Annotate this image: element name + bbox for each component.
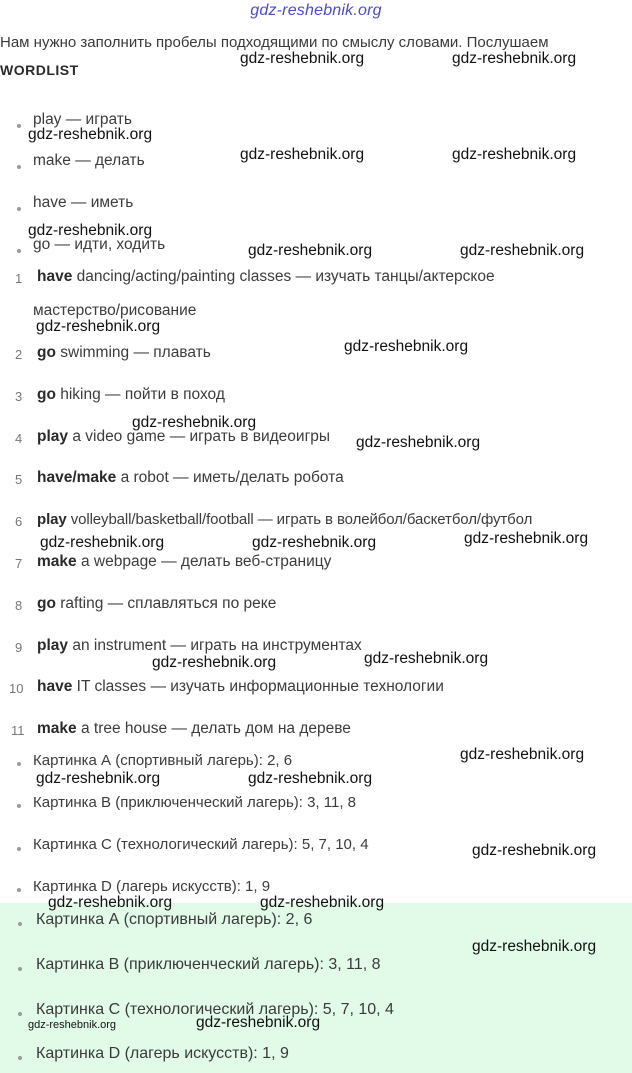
watermark: gdz-reshebnik.org [248, 242, 373, 259]
bullet [18, 1012, 22, 1016]
phrase-verb: make [37, 553, 77, 570]
watermark: gdz-reshebnik.org [28, 126, 153, 143]
phrase-verb: play [37, 428, 69, 445]
watermark: gdz-reshebnik.org [472, 938, 597, 955]
phrase-text: swimming — плавать [55, 344, 211, 361]
phrase-number: 1 [15, 271, 23, 286]
phrase-number: 8 [15, 598, 23, 613]
wordlist-item: have — иметь [33, 194, 134, 211]
phrase-text: an instrument — играть на инструментах [68, 637, 362, 654]
picture-item: Картинка А (спортивный лагерь): 2, 6 [33, 752, 293, 769]
phrase-verb: play [37, 511, 67, 528]
phrase-item [37, 595, 276, 613]
answer-item: Картинка В (приключенческий лагерь): 3, 11, 8 [36, 956, 381, 973]
watermark: gdz-reshebnik.org [460, 746, 585, 763]
watermark: gdz-reshebnik.org [252, 534, 377, 551]
watermark: gdz-reshebnik.org [344, 338, 469, 355]
phrase-text: rafting — сплавляться по реке [55, 595, 277, 612]
bullet [17, 888, 21, 892]
watermark: gdz-reshebnik.org [260, 894, 385, 911]
phrase-number: 9 [15, 640, 23, 655]
watermark: gdz-reshebnik.org [152, 654, 277, 671]
watermark: gdz-reshebnik.org [132, 414, 257, 431]
phrase-text: dancing/acting/painting classes — изучать танцы/актерское [72, 268, 495, 285]
watermark: gdz-reshebnik.org [40, 534, 165, 551]
watermark: gdz-reshebnik.org [460, 242, 585, 259]
bullet [17, 249, 21, 253]
watermark: gdz-reshebnik.org [240, 146, 365, 163]
watermark: gdz-reshebnik.org [48, 894, 173, 911]
watermark: gdz-reshebnik.org [472, 842, 597, 859]
phrase-continuation: мастерство/рисование [33, 302, 197, 319]
watermark: gdz-reshebnik.org [28, 1019, 117, 1031]
picture-item: Картинка D (лагерь искусств): 1, 9 [33, 878, 271, 895]
phrase-item [37, 268, 495, 286]
bullet [17, 847, 21, 851]
phrase-number: 2 [15, 347, 23, 362]
watermark: gdz-reshebnik.org [36, 770, 161, 787]
watermark: gdz-reshebnik.org [452, 50, 577, 67]
phrase-verb: have [37, 268, 73, 285]
site-title[interactable]: gdz-reshebnik.org [250, 2, 382, 19]
phrase-number: 6 [15, 514, 23, 529]
picture-item: Картинка С (технологический лагерь): 5, 7, 10, 4 [33, 836, 369, 853]
phrase-verb: have/make [37, 469, 117, 486]
phrase-number: 7 [15, 556, 23, 571]
phrase-number: 11 [11, 723, 25, 738]
phrase-text: a robot — иметь/делать робота [116, 469, 344, 486]
bullet [17, 804, 21, 808]
watermark: gdz-reshebnik.org [36, 318, 161, 335]
phrase-item [37, 386, 225, 404]
phrase-item [37, 637, 362, 655]
phrase-item [37, 678, 444, 696]
phrase-verb: go [37, 595, 56, 612]
bullet [17, 762, 21, 766]
wordlist-item: go — идти, ходить [33, 236, 166, 253]
watermark: gdz-reshebnik.org [464, 530, 589, 547]
watermark: gdz-reshebnik.org [356, 434, 481, 451]
bullet [17, 207, 21, 211]
picture-item: Картинка В (приключенческий лагерь): 3, 11, 8 [33, 794, 357, 811]
bullet [18, 1056, 22, 1060]
phrase-item [37, 511, 532, 528]
phrase-text: volleyball/basketball/football — играть в волейбол/баскетбол/футбол [66, 511, 533, 528]
phrase-verb: have [37, 678, 73, 695]
answer-item: Картинка D (лагерь искусств): 1, 9 [36, 1045, 289, 1062]
phrase-number: 5 [15, 472, 23, 487]
phrase-item [37, 553, 331, 571]
phrase-item [37, 344, 211, 362]
bullet [18, 967, 22, 971]
phrase-text: a video game — играть в видеоигры [68, 428, 330, 445]
bullet [17, 124, 21, 128]
answer-item: Картинка А (спортивный лагерь): 2, 6 [36, 911, 313, 928]
watermark: gdz-reshebnik.org [28, 222, 153, 239]
answer-item: Картинка С (технологический лагерь): 5, 7, 10, 4 [36, 1001, 394, 1018]
watermark: gdz-reshebnik.org [196, 1014, 321, 1031]
phrase-verb: play [37, 637, 69, 654]
wordlist-item: make — делать [33, 152, 145, 169]
wordlist-item: play — играть [33, 111, 132, 128]
phrase-number: 10 [9, 681, 24, 696]
watermark: gdz-reshebnik.org [240, 50, 365, 67]
bullet [18, 922, 22, 926]
phrase-text: IT classes — изучать информационные технологии [72, 678, 444, 695]
phrase-number: 3 [15, 389, 23, 404]
phrase-text: a tree house — делать дом на дереве [76, 720, 351, 737]
phrase-item [37, 720, 351, 738]
phrase-text: hiking — пойти в поход [55, 386, 225, 403]
phrase-verb: go [37, 386, 56, 403]
phrase-text: a webpage — делать веб-страницу [76, 553, 332, 570]
watermark: gdz-reshebnik.org [364, 650, 489, 667]
intro-text: Нам нужно заполнить пробелы подходящими по смыслу словами. Послушаем [0, 34, 549, 51]
phrase-verb: make [37, 720, 77, 737]
watermark: gdz-reshebnik.org [248, 770, 373, 787]
bullet [17, 165, 21, 169]
wordlist-heading: WORDLIST [0, 62, 79, 78]
phrase-number: 4 [15, 431, 23, 446]
phrase-verb: go [37, 344, 56, 361]
watermark: gdz-reshebnik.org [452, 146, 577, 163]
phrase-item [37, 469, 344, 487]
